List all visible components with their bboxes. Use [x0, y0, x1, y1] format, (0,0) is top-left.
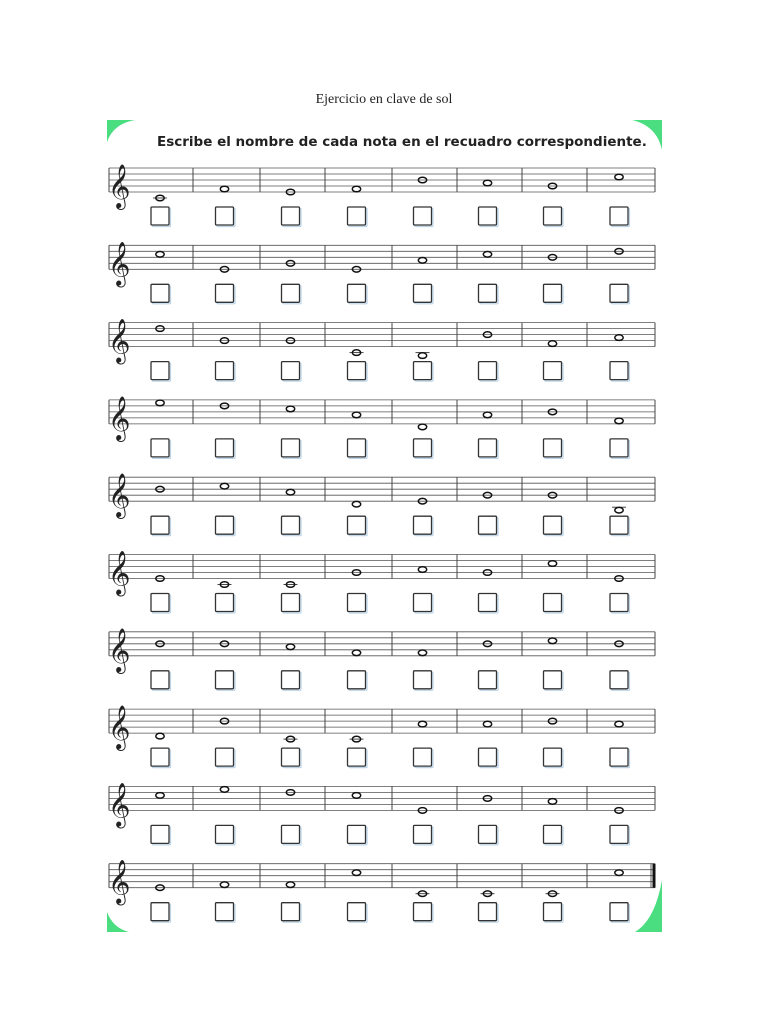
- answer-box[interactable]: [414, 439, 432, 457]
- answer-box[interactable]: [348, 903, 366, 921]
- whole-note: [483, 180, 491, 186]
- answer-box[interactable]: [282, 516, 300, 534]
- answer-box[interactable]: [216, 439, 234, 457]
- answer-box[interactable]: [479, 748, 497, 766]
- answer-box[interactable]: [282, 439, 300, 457]
- staff-row: [108, 396, 655, 459]
- whole-note: [615, 870, 623, 876]
- worksheet-canvas: [107, 120, 662, 932]
- answer-box[interactable]: [544, 594, 562, 612]
- answer-box[interactable]: [544, 439, 562, 457]
- whole-note: [286, 489, 294, 495]
- answer-box[interactable]: [414, 284, 432, 302]
- document-title: Ejercicio en clave de sol: [315, 92, 453, 107]
- answer-box[interactable]: [216, 594, 234, 612]
- whole-note: [352, 412, 360, 418]
- treble-clef-icon: 𝄞: [108, 241, 131, 286]
- staff-row: [108, 860, 655, 923]
- green-corner-bottom-left: [107, 912, 129, 932]
- whole-note: [418, 650, 426, 656]
- answer-box[interactable]: [479, 516, 497, 534]
- answer-box[interactable]: [216, 516, 234, 534]
- treble-clef-icon: 𝄞: [108, 550, 131, 595]
- answer-box[interactable]: [414, 671, 432, 689]
- answer-box[interactable]: [610, 825, 628, 843]
- answer-box[interactable]: [348, 362, 366, 380]
- answer-box[interactable]: [479, 903, 497, 921]
- answer-box[interactable]: [348, 594, 366, 612]
- answer-box[interactable]: [216, 903, 234, 921]
- whole-note: [352, 793, 360, 799]
- answer-box[interactable]: [544, 516, 562, 534]
- whole-note: [615, 418, 623, 424]
- answer-box[interactable]: [282, 284, 300, 302]
- answer-box[interactable]: [216, 825, 234, 843]
- answer-box[interactable]: [348, 284, 366, 302]
- answer-box[interactable]: [544, 825, 562, 843]
- whole-note: [220, 787, 228, 793]
- answer-box[interactable]: [151, 516, 169, 534]
- whole-note: [615, 721, 623, 727]
- answer-box[interactable]: [479, 594, 497, 612]
- answer-box[interactable]: [151, 748, 169, 766]
- treble-clef-icon: 𝄞: [108, 705, 131, 750]
- answer-box[interactable]: [151, 284, 169, 302]
- answer-box[interactable]: [282, 362, 300, 380]
- whole-note: [615, 174, 623, 180]
- answer-box[interactable]: [544, 362, 562, 380]
- answer-box[interactable]: [348, 671, 366, 689]
- answer-box[interactable]: [348, 825, 366, 843]
- answer-box[interactable]: [544, 207, 562, 225]
- treble-clef-icon: 𝄞: [108, 859, 131, 904]
- staff-row: [108, 705, 655, 768]
- whole-note: [352, 501, 360, 507]
- whole-note: [352, 650, 360, 656]
- answer-box[interactable]: [151, 825, 169, 843]
- answer-box[interactable]: [610, 439, 628, 457]
- answer-box[interactable]: [544, 284, 562, 302]
- whole-note: [615, 507, 623, 513]
- answer-box[interactable]: [610, 903, 628, 921]
- answer-box[interactable]: [216, 362, 234, 380]
- whole-note: [156, 793, 164, 799]
- treble-clef-icon: 𝄞: [108, 782, 131, 827]
- whole-note: [548, 341, 556, 347]
- answer-box[interactable]: [610, 362, 628, 380]
- answer-box[interactable]: [348, 439, 366, 457]
- staff-rows: [108, 164, 655, 922]
- answer-box[interactable]: [282, 748, 300, 766]
- whole-note: [483, 252, 491, 258]
- answer-box[interactable]: [216, 207, 234, 225]
- answer-box[interactable]: [479, 439, 497, 457]
- answer-box[interactable]: [610, 594, 628, 612]
- answer-box[interactable]: [282, 594, 300, 612]
- answer-box[interactable]: [282, 825, 300, 843]
- whole-note: [156, 252, 164, 258]
- answer-box[interactable]: [414, 825, 432, 843]
- answer-box[interactable]: [282, 207, 300, 225]
- answer-box[interactable]: [414, 362, 432, 380]
- staff-row: [108, 164, 655, 227]
- answer-box[interactable]: [479, 825, 497, 843]
- answer-box[interactable]: [414, 594, 432, 612]
- whole-note: [418, 353, 426, 359]
- treble-clef-icon: 𝄞: [108, 627, 131, 672]
- whole-note: [286, 406, 294, 412]
- answer-box[interactable]: [216, 671, 234, 689]
- answer-box[interactable]: [348, 748, 366, 766]
- whole-note: [156, 400, 164, 406]
- answer-box[interactable]: [479, 671, 497, 689]
- treble-clef-icon: 𝄞: [108, 164, 131, 208]
- green-corner-top-left: [107, 120, 135, 142]
- answer-box[interactable]: [414, 207, 432, 225]
- answer-box[interactable]: [479, 362, 497, 380]
- staff-row: [108, 241, 655, 303]
- answer-box[interactable]: [151, 671, 169, 689]
- whole-note: [483, 721, 491, 727]
- whole-note: [352, 870, 360, 876]
- treble-clef-icon: 𝄞: [108, 318, 131, 363]
- answer-box[interactable]: [282, 671, 300, 689]
- whole-note: [286, 882, 294, 888]
- staff-row: [108, 628, 655, 691]
- answer-box[interactable]: [610, 748, 628, 766]
- answer-box[interactable]: [151, 439, 169, 457]
- answer-box[interactable]: [479, 207, 497, 225]
- worksheet: [107, 120, 662, 932]
- answer-box[interactable]: [282, 903, 300, 921]
- answer-box[interactable]: [414, 903, 432, 921]
- staff-row: [108, 473, 655, 536]
- answer-box[interactable]: [348, 207, 366, 225]
- answer-box[interactable]: [151, 362, 169, 380]
- answer-box[interactable]: [610, 207, 628, 225]
- whole-note: [483, 412, 491, 418]
- answer-box[interactable]: [610, 671, 628, 689]
- whole-note: [615, 335, 623, 341]
- whole-note: [418, 567, 426, 573]
- answer-box[interactable]: [151, 207, 169, 225]
- answer-box[interactable]: [414, 748, 432, 766]
- whole-note: [286, 644, 294, 650]
- answer-box[interactable]: [544, 903, 562, 921]
- treble-clef-icon: 𝄞: [108, 473, 131, 518]
- whole-note: [548, 638, 556, 644]
- whole-note: [352, 186, 360, 192]
- staff-row: [108, 319, 655, 382]
- whole-note: [220, 186, 228, 192]
- whole-note: [548, 561, 556, 567]
- whole-note: [418, 424, 426, 430]
- whole-note: [156, 733, 164, 739]
- answer-box[interactable]: [151, 594, 169, 612]
- whole-note: [220, 882, 228, 888]
- whole-note: [220, 483, 228, 489]
- answer-box[interactable]: [216, 748, 234, 766]
- treble-clef-icon: 𝄞: [108, 395, 131, 440]
- answer-box[interactable]: [151, 903, 169, 921]
- staff-row: [108, 551, 655, 614]
- answer-box[interactable]: [610, 284, 628, 302]
- instruction-text: Escribe el nombre de cada nota en el recuadro correspondiente.: [157, 134, 647, 150]
- whole-note: [418, 721, 426, 727]
- whole-note: [418, 258, 426, 264]
- answer-box[interactable]: [216, 284, 234, 302]
- whole-note: [548, 799, 556, 805]
- answer-box[interactable]: [348, 516, 366, 534]
- answer-box[interactable]: [544, 671, 562, 689]
- answer-box[interactable]: [610, 516, 628, 534]
- answer-box[interactable]: [479, 284, 497, 302]
- answer-box[interactable]: [544, 748, 562, 766]
- staff-row: [108, 782, 655, 845]
- answer-box[interactable]: [414, 516, 432, 534]
